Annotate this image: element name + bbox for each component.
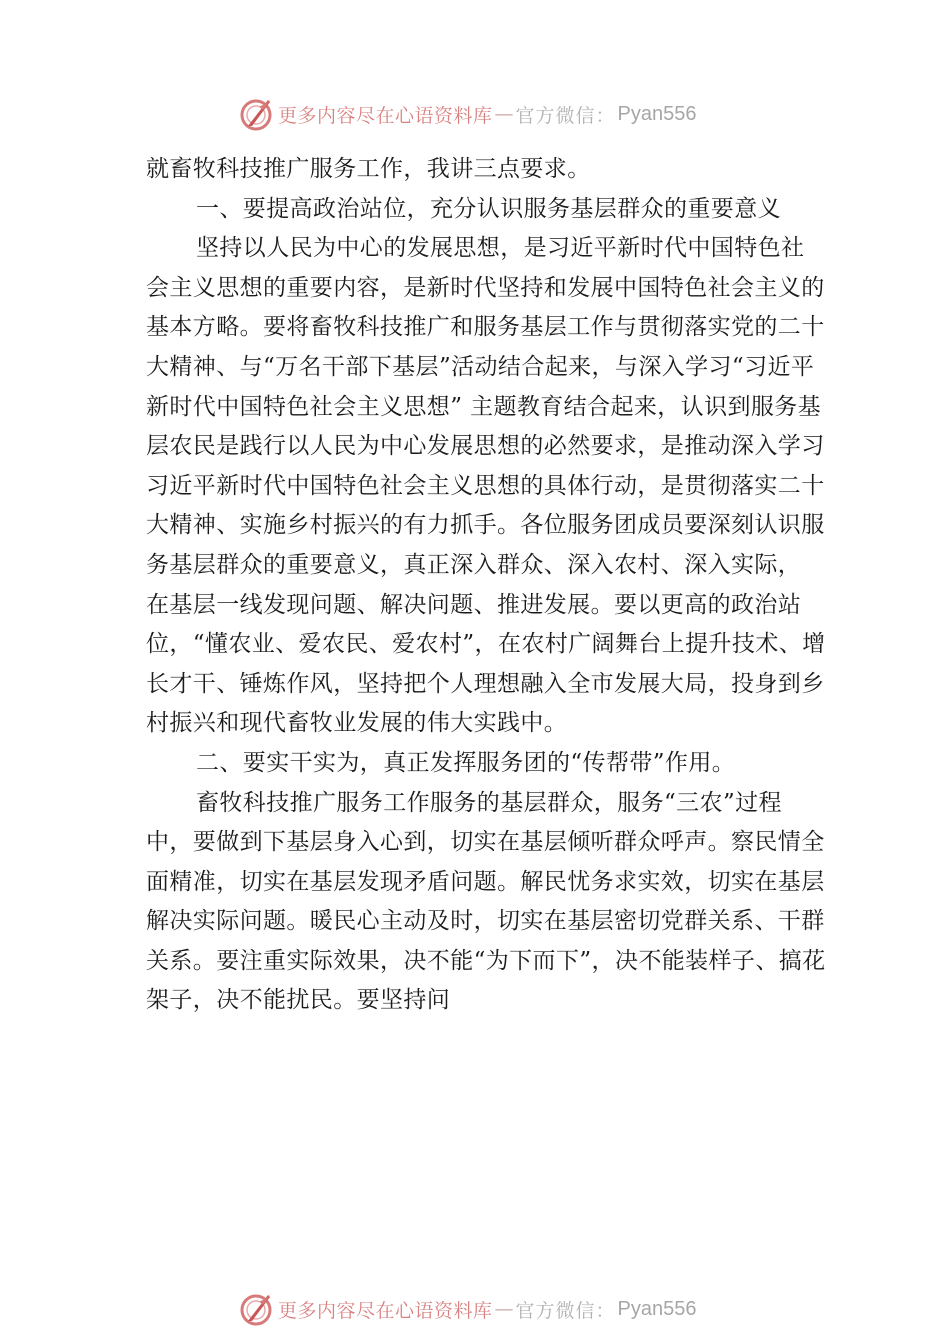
- paragraph-intro: 就畜牧科技推广服务工作，我讲三点要求。: [146, 156, 591, 182]
- banner-dash: —: [494, 1298, 514, 1320]
- document-body: [146, 150, 826, 1021]
- banner-main-text: 更多内容尽在心语资料库: [278, 1299, 493, 1322]
- paragraph-section-2: 畜牧科技推广服务工作服务的基层群众，服务“三农”过程中，要做到下基层身入心到，切实在基层倾听群众呼声。察民情全面精准，切实在基层发现矛盾问题。解民忧务求实效，切实在基层解决实际问题。暖民心主动及时，切实在基层密切党群关系、干群关系。要注重实际效果，决不能“为下而下”，决不能装样子、搞花架子，决不能扰民。要坚持问: [146, 789, 826, 1014]
- banner-wechat-id: Pyan556: [617, 102, 697, 125]
- banner-wechat-id: Pyan556: [617, 1297, 697, 1320]
- footer-watermark-banner: [238, 1291, 697, 1327]
- banner-main-text: 更多内容尽在心语资料库: [278, 104, 493, 127]
- paragraph-section-1: 坚持以人民为中心的发展思想，是习近平新时代中国特色社会主义思想的重要内容，是新时代坚持和发展中国特色社会主义的基本方略。要将畜牧科技推广和服务基层工作与贯彻落实党的二十大精神、与“万名干部下基层”活动结合起来，与深入学习“习近平新时代中国特色社会主义思想” 主题教育结合起来，认识到服务基层农民是践行以人民为中心发展思想的必然要求，是推动深入学习习近平新时代中国特色社会主义思想的具体行动，是贯彻落实二十大精神、实施乡村振兴的有力抓手。各位服务团成员要深刻认识服务基层群众的重要意义，真正深入群众、深入农村、深入实际， 在基层一线发现问题、解决问题、推进发展。要以更高的政治站位，“懂农业、爱农民、爱农村”，在农村广阔舞台上提升技术、增长才干、锤炼作风，坚持把个人理想融入全市发展大局，投身到乡村振兴和现代畜牧业发展的伟大实践中。: [146, 235, 826, 737]
- section-heading-2: 二、要实干实为，真正发挥服务团的“传帮带”作用。: [196, 749, 736, 776]
- banner-wechat-label: 官方微信：: [515, 1299, 616, 1322]
- quill-logo-icon: [238, 1291, 274, 1327]
- section-heading-1: 一、要提高政治站位，充分认识服务基层群众的重要意义: [196, 195, 781, 222]
- banner-dash: —: [494, 103, 514, 125]
- header-watermark-banner: [238, 96, 697, 132]
- banner-wechat-label: 官方微信：: [515, 104, 616, 127]
- quill-logo-icon: [238, 96, 274, 132]
